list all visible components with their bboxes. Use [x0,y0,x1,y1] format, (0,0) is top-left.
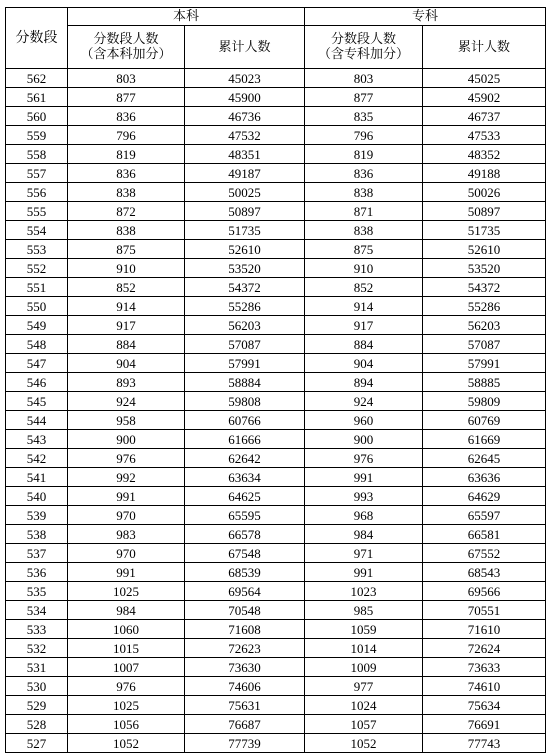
score-cell: 534 [6,601,68,620]
junior-cumulative-cell: 66581 [423,525,546,544]
undergrad-cumulative-cell: 52610 [185,240,305,259]
undergrad-cumulative-cell: 58884 [185,373,305,392]
table-row [6,107,546,126]
undergrad-count-cell: 872 [68,202,185,221]
undergrad-group-header: 本科 [68,8,305,26]
undergrad-count-cell: 877 [68,88,185,107]
undergrad-cumulative-cell: 60766 [185,411,305,430]
score-cell: 551 [6,278,68,297]
score-cell: 545 [6,392,68,411]
undergrad-cumulative-cell: 76687 [185,715,305,734]
junior-count-cell: 1052 [305,734,423,753]
junior-count-cell: 894 [305,373,423,392]
table-row [6,487,546,506]
junior-count-header [305,26,423,69]
undergrad-cumulative-cell: 74606 [185,677,305,696]
undergrad-cumulative-cell: 77739 [185,734,305,753]
junior-cumulative-cell: 77743 [423,734,546,753]
undergrad-count-cell: 796 [68,126,185,145]
table-row [6,316,546,335]
table-row [6,373,546,392]
junior-cumulative-cell: 52610 [423,240,546,259]
score-cell: 548 [6,335,68,354]
junior-count-cell: 803 [305,69,423,88]
score-cell: 543 [6,430,68,449]
score-cell: 557 [6,164,68,183]
junior-count-cell: 1059 [305,620,423,639]
junior-count-cell: 1057 [305,715,423,734]
undergrad-count-cell: 910 [68,259,185,278]
score-cell: 530 [6,677,68,696]
undergrad-cumulative-cell: 67548 [185,544,305,563]
junior-count-cell: 924 [305,392,423,411]
score-cell: 562 [6,69,68,88]
undergrad-count-cell: 992 [68,468,185,487]
undergrad-count-cell: 1007 [68,658,185,677]
junior-cumulative-cell: 58885 [423,373,546,392]
junior-count-cell: 977 [305,677,423,696]
table-row [6,620,546,639]
junior-group-header: 专科 [305,8,546,26]
score-cell: 560 [6,107,68,126]
undergrad-cumulative-cell: 65595 [185,506,305,525]
junior-cumulative-cell: 45902 [423,88,546,107]
table-row [6,259,546,278]
table-row [6,582,546,601]
table-row [6,88,546,107]
junior-count-cell: 976 [305,449,423,468]
score-cell: 533 [6,620,68,639]
junior-cumulative-cell: 63636 [423,468,546,487]
undergrad-count-cell: 917 [68,316,185,335]
undergrad-cumulative-cell: 55286 [185,297,305,316]
junior-count-cell: 1009 [305,658,423,677]
undergrad-cumulative-cell: 45023 [185,69,305,88]
undergrad-count-cell: 884 [68,335,185,354]
table-row [6,563,546,582]
score-cell: 532 [6,639,68,658]
undergrad-cumulative-cell: 47532 [185,126,305,145]
score-cell: 556 [6,183,68,202]
undergrad-count-cell: 838 [68,221,185,240]
undergrad-count-cell: 970 [68,544,185,563]
undergrad-count-cell: 900 [68,430,185,449]
undergrad-cumulative-cell: 57087 [185,335,305,354]
junior-cumulative-cell: 69566 [423,582,546,601]
undergrad-count-cell: 970 [68,506,185,525]
junior-count-cell: 819 [305,145,423,164]
junior-cumulative-cell: 46737 [423,107,546,126]
junior-count-cell: 904 [305,354,423,373]
undergrad-cumulative-cell: 73630 [185,658,305,677]
table-header [6,8,546,69]
table-row [6,183,546,202]
junior-count-cell: 914 [305,297,423,316]
undergrad-count-cell: 958 [68,411,185,430]
junior-cumulative-cell: 75634 [423,696,546,715]
junior-count-cell: 910 [305,259,423,278]
undergrad-count-cell: 1015 [68,639,185,658]
undergrad-count-cell: 976 [68,449,185,468]
undergrad-count-cell: 991 [68,487,185,506]
undergrad-count-cell: 893 [68,373,185,392]
junior-count-cell: 852 [305,278,423,297]
score-distribution-table [5,7,546,753]
score-cell: 546 [6,373,68,392]
junior-count-header-line2: （含专科加分） [318,47,410,62]
junior-cumulative-cell: 60769 [423,411,546,430]
score-cell: 528 [6,715,68,734]
junior-count-cell: 835 [305,107,423,126]
undergrad-cumulative-cell: 54372 [185,278,305,297]
undergrad-count-header [68,26,185,69]
score-cell: 555 [6,202,68,221]
undergrad-cumulative-cell: 51735 [185,221,305,240]
undergrad-cumulative-cell: 45900 [185,88,305,107]
score-cell: 549 [6,316,68,335]
score-cell: 539 [6,506,68,525]
undergrad-count-cell: 984 [68,601,185,620]
table-row [6,164,546,183]
table-row [6,734,546,753]
score-cell: 535 [6,582,68,601]
junior-count-cell: 900 [305,430,423,449]
score-cell: 558 [6,145,68,164]
table-body [6,69,546,753]
undergrad-cumulative-cell: 69564 [185,582,305,601]
junior-count-cell: 871 [305,202,423,221]
junior-cumulative-cell: 72624 [423,639,546,658]
table-row [6,639,546,658]
header-group-row [6,8,546,26]
junior-cumulative-header: 累计人数 [423,26,546,69]
score-cell: 536 [6,563,68,582]
table-row [6,677,546,696]
junior-count-cell: 875 [305,240,423,259]
undergrad-cumulative-cell: 64625 [185,487,305,506]
junior-count-cell: 1014 [305,639,423,658]
table-row [6,696,546,715]
undergrad-cumulative-cell: 57991 [185,354,305,373]
undergrad-cumulative-cell: 70548 [185,601,305,620]
undergrad-count-cell: 914 [68,297,185,316]
junior-cumulative-cell: 57991 [423,354,546,373]
score-cell: 561 [6,88,68,107]
score-cell: 541 [6,468,68,487]
junior-cumulative-cell: 50026 [423,183,546,202]
junior-count-cell: 984 [305,525,423,544]
junior-count-cell: 838 [305,183,423,202]
junior-cumulative-cell: 74610 [423,677,546,696]
score-cell: 544 [6,411,68,430]
score-cell: 540 [6,487,68,506]
junior-cumulative-cell: 62645 [423,449,546,468]
table-row [6,354,546,373]
junior-count-cell: 877 [305,88,423,107]
undergrad-count-cell: 1025 [68,582,185,601]
table-row [6,430,546,449]
junior-count-cell: 993 [305,487,423,506]
table-row [6,658,546,677]
junior-count-cell: 917 [305,316,423,335]
junior-cumulative-cell: 59809 [423,392,546,411]
undergrad-cumulative-cell: 53520 [185,259,305,278]
junior-cumulative-cell: 57087 [423,335,546,354]
score-cell: 559 [6,126,68,145]
table-row [6,126,546,145]
undergrad-count-cell: 904 [68,354,185,373]
undergrad-cumulative-cell: 49187 [185,164,305,183]
junior-count-cell: 985 [305,601,423,620]
junior-count-cell: 884 [305,335,423,354]
junior-cumulative-cell: 68543 [423,563,546,582]
undergrad-count-cell: 803 [68,69,185,88]
score-column-header: 分数段 [6,8,68,69]
undergrad-count-cell: 1056 [68,715,185,734]
undergrad-cumulative-cell: 72623 [185,639,305,658]
score-cell: 542 [6,449,68,468]
table-row [6,715,546,734]
table-row [6,240,546,259]
undergrad-count-header-line2: （含本科加分） [80,47,172,62]
score-cell: 537 [6,544,68,563]
table-row [6,202,546,221]
table-row [6,525,546,544]
junior-cumulative-cell: 51735 [423,221,546,240]
table-row [6,278,546,297]
junior-count-cell: 968 [305,506,423,525]
table-row [6,411,546,430]
junior-cumulative-cell: 67552 [423,544,546,563]
undergrad-count-cell: 1025 [68,696,185,715]
junior-cumulative-cell: 50897 [423,202,546,221]
junior-cumulative-cell: 48352 [423,145,546,164]
junior-cumulative-cell: 53520 [423,259,546,278]
score-cell: 529 [6,696,68,715]
undergrad-count-cell: 991 [68,563,185,582]
score-cell: 547 [6,354,68,373]
undergrad-count-cell: 819 [68,145,185,164]
junior-cumulative-cell: 49188 [423,164,546,183]
score-cell: 538 [6,525,68,544]
junior-cumulative-cell: 71610 [423,620,546,639]
table-row [6,335,546,354]
score-cell: 527 [6,734,68,753]
score-cell: 553 [6,240,68,259]
undergrad-cumulative-cell: 63634 [185,468,305,487]
junior-count-cell: 971 [305,544,423,563]
junior-cumulative-cell: 70551 [423,601,546,620]
undergrad-cumulative-cell: 75631 [185,696,305,715]
junior-cumulative-cell: 61669 [423,430,546,449]
undergrad-count-cell: 875 [68,240,185,259]
undergrad-count-header-line1: 分数段人数 [93,32,159,47]
table-row [6,221,546,240]
table-row [6,297,546,316]
table-row [6,506,546,525]
junior-count-cell: 1023 [305,582,423,601]
undergrad-count-cell: 836 [68,164,185,183]
junior-cumulative-cell: 56203 [423,316,546,335]
undergrad-count-cell: 1060 [68,620,185,639]
undergrad-count-cell: 976 [68,677,185,696]
table-row [6,468,546,487]
junior-count-cell: 836 [305,164,423,183]
undergrad-cumulative-cell: 50025 [185,183,305,202]
undergrad-count-cell: 924 [68,392,185,411]
table-row [6,544,546,563]
undergrad-cumulative-cell: 61666 [185,430,305,449]
undergrad-cumulative-cell: 48351 [185,145,305,164]
undergrad-count-cell: 1052 [68,734,185,753]
undergrad-cumulative-cell: 71608 [185,620,305,639]
score-cell: 554 [6,221,68,240]
junior-count-cell: 960 [305,411,423,430]
junior-count-cell: 991 [305,468,423,487]
junior-count-cell: 1024 [305,696,423,715]
score-cell: 552 [6,259,68,278]
junior-cumulative-cell: 73633 [423,658,546,677]
junior-cumulative-cell: 76691 [423,715,546,734]
junior-cumulative-cell: 64629 [423,487,546,506]
undergrad-cumulative-cell: 62642 [185,449,305,468]
junior-cumulative-cell: 55286 [423,297,546,316]
junior-cumulative-cell: 45025 [423,69,546,88]
undergrad-count-cell: 852 [68,278,185,297]
junior-count-header-line1: 分数段人数 [331,32,397,47]
score-cell: 550 [6,297,68,316]
junior-count-cell: 838 [305,221,423,240]
junior-count-cell: 796 [305,126,423,145]
undergrad-count-cell: 983 [68,525,185,544]
undergrad-cumulative-cell: 56203 [185,316,305,335]
undergrad-cumulative-cell: 50897 [185,202,305,221]
table-row [6,449,546,468]
undergrad-cumulative-header: 累计人数 [185,26,305,69]
junior-cumulative-cell: 54372 [423,278,546,297]
undergrad-cumulative-cell: 46736 [185,107,305,126]
junior-count-cell: 991 [305,563,423,582]
junior-cumulative-cell: 47533 [423,126,546,145]
table-row [6,601,546,620]
table-row [6,392,546,411]
undergrad-cumulative-cell: 68539 [185,563,305,582]
undergrad-cumulative-cell: 66578 [185,525,305,544]
undergrad-count-cell: 838 [68,183,185,202]
undergrad-count-cell: 836 [68,107,185,126]
undergrad-cumulative-cell: 59808 [185,392,305,411]
junior-cumulative-cell: 65597 [423,506,546,525]
table-row [6,69,546,88]
table-row [6,145,546,164]
score-cell: 531 [6,658,68,677]
header-sub-row [6,26,546,69]
